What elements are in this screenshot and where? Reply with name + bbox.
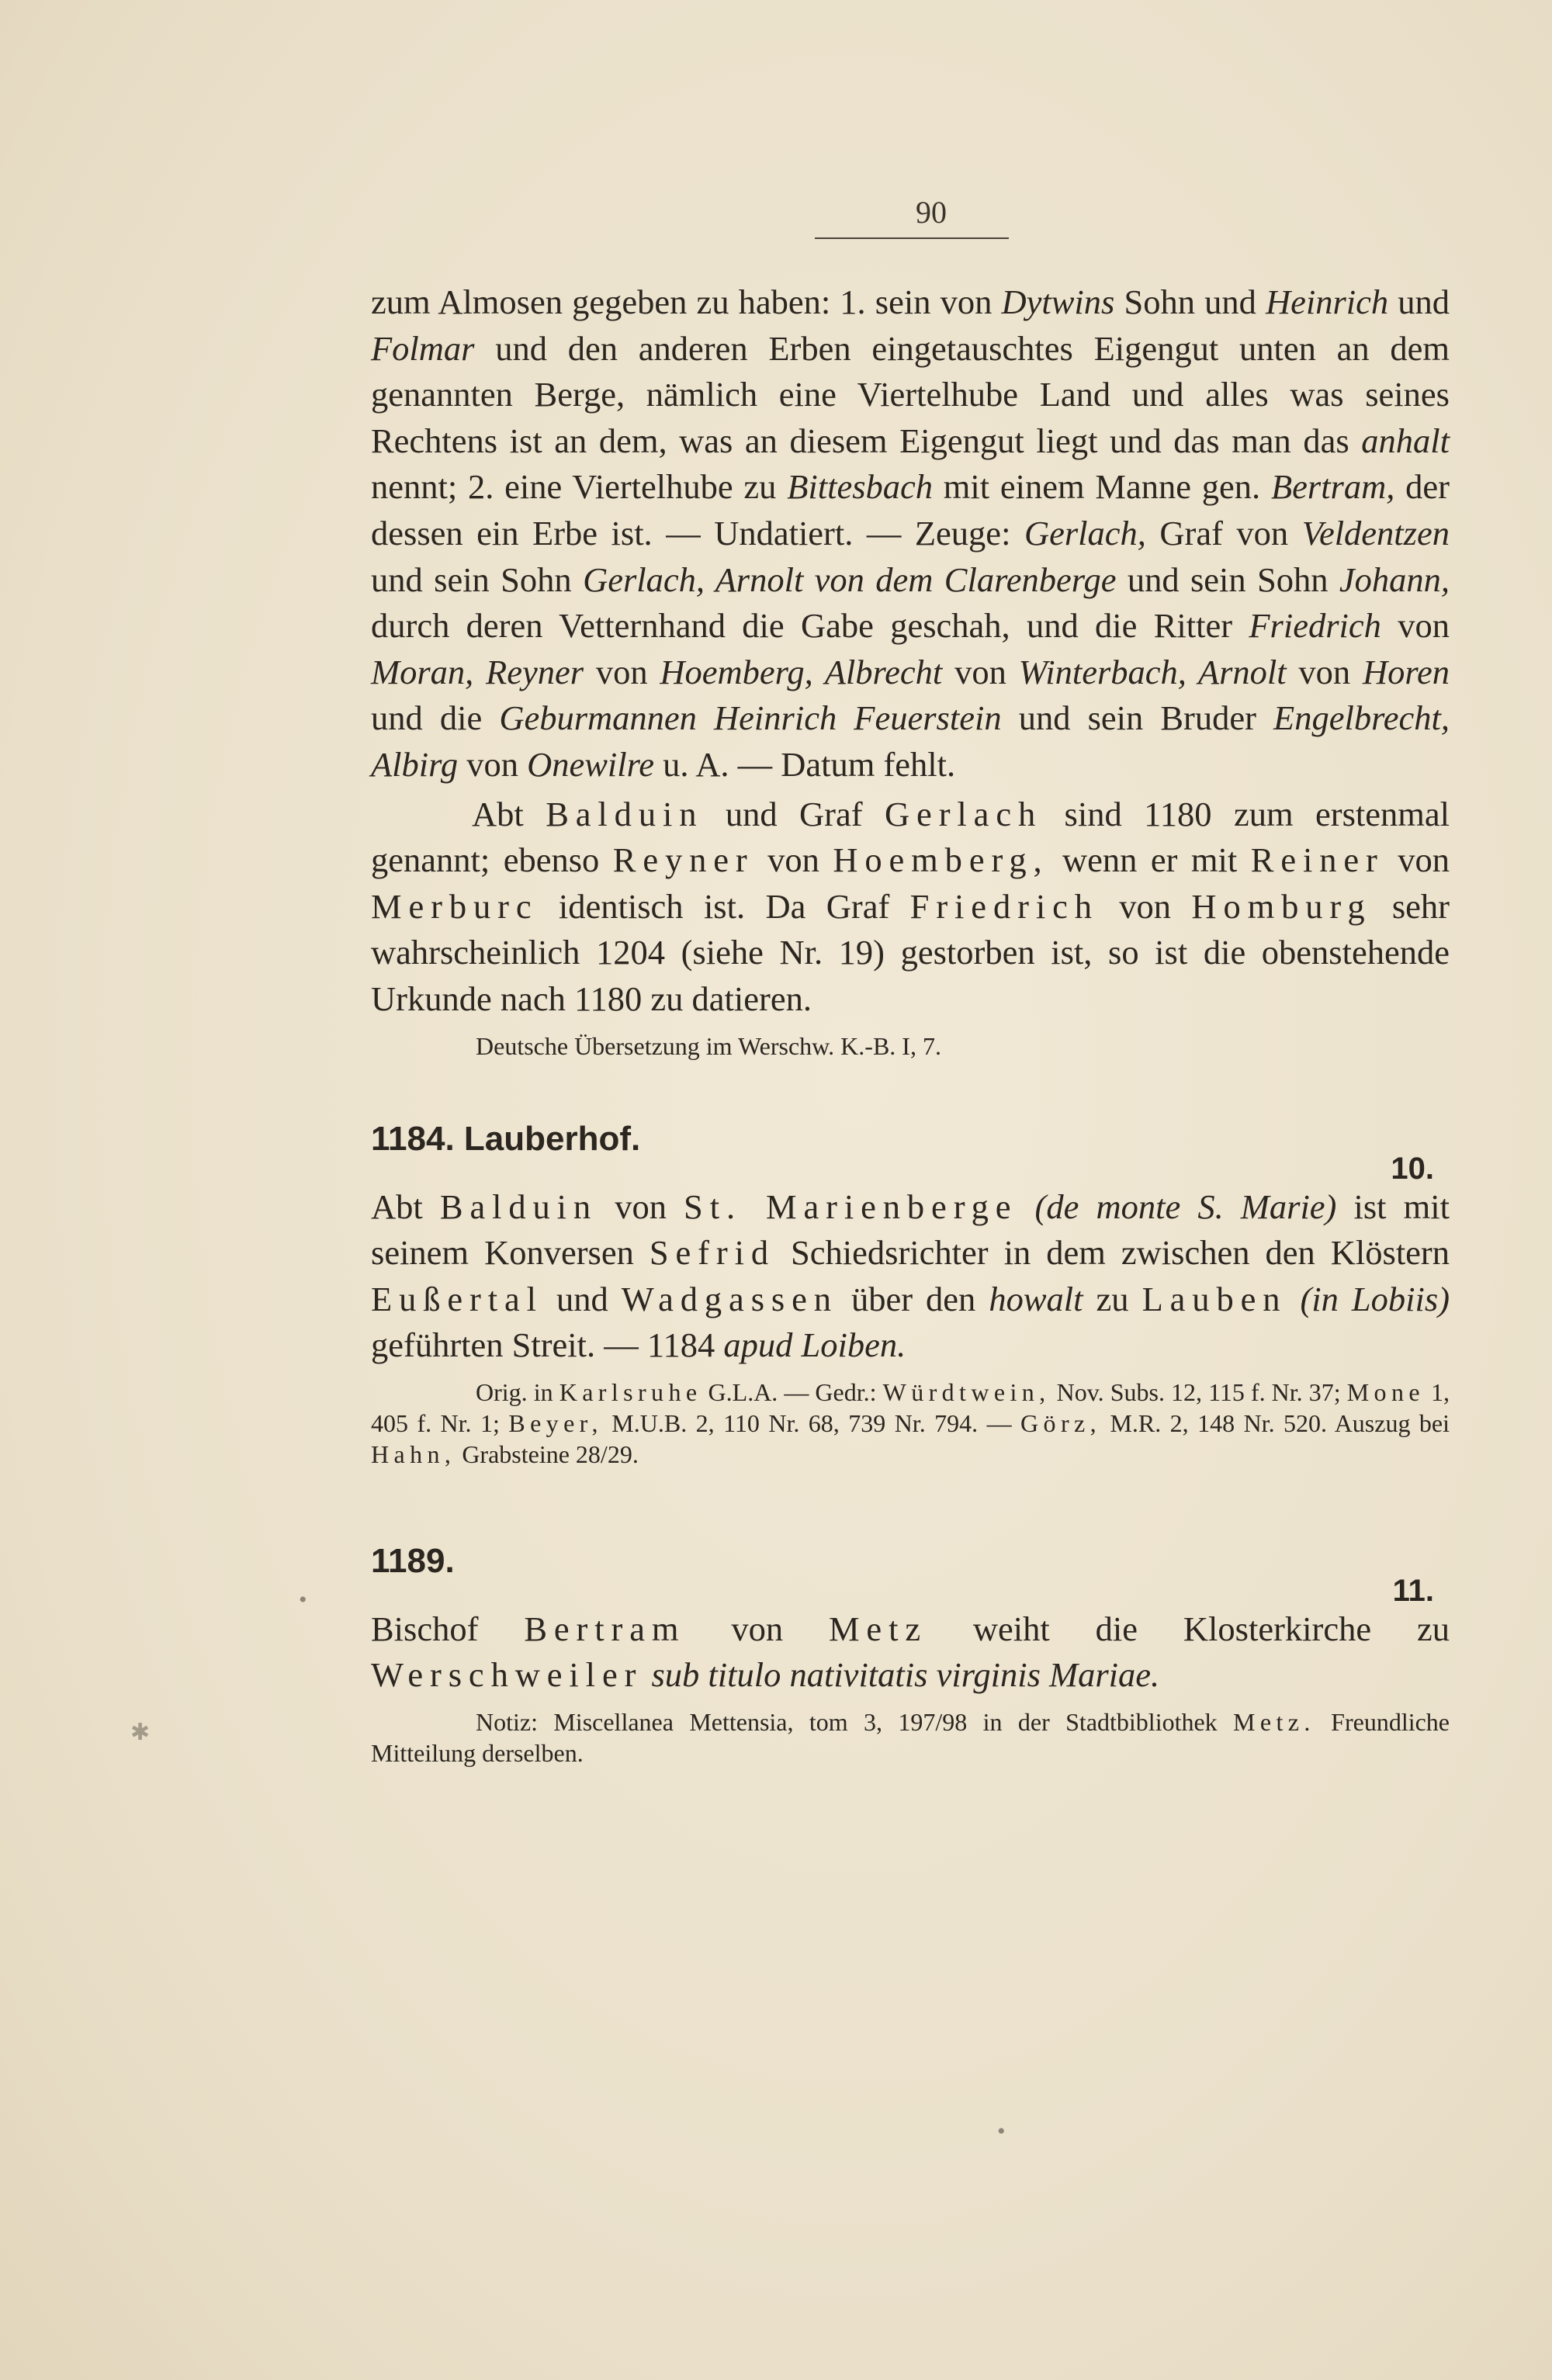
italic-name: Gerlach,: [1024, 513, 1146, 553]
italic-name: anhalt: [1361, 421, 1450, 460]
spaced-name: Karlsruhe: [559, 1377, 702, 1406]
entry-heading: 1184. Lauberhof.: [371, 1119, 641, 1158]
entry-number: 11.: [1392, 1573, 1434, 1608]
spaced-name: Homburg: [1191, 886, 1372, 926]
italic-name: Bertram,: [1270, 467, 1395, 507]
paper-stain: ✱: [130, 1720, 151, 1745]
translation-note: Deutsche Übersetzung im Werschw. K.-B. I, 7.: [476, 1031, 941, 1060]
spaced-name: Hahn,: [371, 1439, 456, 1468]
italic-name: Folmar: [371, 328, 475, 368]
spaced-name: Metz: [828, 1609, 928, 1648]
spaced-name: St. Marienberge: [684, 1187, 1018, 1226]
paper-speck: •: [299, 1587, 307, 1613]
italic-name: Friedrich: [1249, 606, 1381, 646]
header-rule: [815, 237, 1009, 239]
italic-name: Veldentzen: [1301, 513, 1450, 553]
page-content: [371, 279, 1450, 1769]
spaced-name: Balduin: [439, 1187, 598, 1226]
spaced-name: Reiner: [1250, 840, 1384, 880]
spaced-name: Würdtwein,: [882, 1377, 1051, 1406]
italic-name: Dytwins: [1001, 282, 1115, 321]
spaced-name: Eußertal: [371, 1279, 543, 1318]
italic-name: Gerlach, Arnolt von dem Clarenberge: [583, 559, 1117, 599]
italic-name: Engelbrecht, Albirg: [371, 698, 1450, 784]
spaced-name: Bertram: [524, 1609, 686, 1648]
entry-number: 10.: [1391, 1151, 1434, 1186]
entry-source-note: Orig. in Karlsruhe G.L.A. — Gedr.: Würdtwein, Nov. Subs. 12, 115 f. Nr. 37; Mone 1, 405 f. Nr. 1; Beyer, M.U.B. 2, 110 Nr. 68, 739 Nr. 794. — Görz, M.R. 2, 148 Nr. 520. Auszug bei Hahn, Grabsteine 28/29.: [371, 1377, 1450, 1468]
italic-name: Heinrich: [1265, 282, 1389, 321]
entry-text: Abt Balduin von St. Marienberge (de monte S. Marie) ist mit seinem Konversen Sefrid Schiedsrichter in dem zwischen den Klöstern Eußertal und Wadgassen über den howalt zu Lauben (in Lobiis) geführten Streit. — 1184 apud Loiben.: [371, 1187, 1450, 1365]
commentary-paragraph: Abt Balduin und Graf Gerlach sind 1180 zum erstenmal genannt; ebenso Reyner von Hoemberg, wenn er mit Reiner von Merburc identisch ist. Da Graf Friedrich von Homburg sehr wahrscheinlich 1204 (siehe Nr. 19) gestorben ist, so ist die obenstehende Urkunde nach 1180 zu datieren.: [371, 794, 1450, 1018]
entry-10: [371, 1117, 1450, 1470]
italic-name: Horen: [1362, 652, 1450, 691]
spaced-name: Werschweiler: [371, 1655, 643, 1695]
spaced-name: Sefrid: [649, 1233, 776, 1273]
spaced-name: Merburc: [371, 886, 539, 926]
spaced-name: Metz.: [1233, 1708, 1315, 1737]
entry-text: Bischof Bertram von Metz weiht die Klosterkirche zu Werschweiler sub titulo nativitatis virginis Mariae.: [371, 1609, 1450, 1695]
italic-name: apud Loiben.: [723, 1325, 906, 1365]
italic-name: Bittesbach: [787, 467, 934, 507]
entry-heading: 1189.: [371, 1541, 455, 1580]
entry-source-note: Notiz: Miscellanea Mettensia, tom 3, 197/98 in der Stadtbibliothek Metz. Freundliche Mitteilung derselben.: [371, 1708, 1450, 1768]
italic-name: (in Lobiis): [1300, 1279, 1450, 1318]
intro-paragraph: zum Almosen gegeben zu haben: 1. sein von Dytwins Sohn und Heinrich und Folmar und den anderen Erben eingetauschtes Eigengut unten an dem genannten Berge, nämlich eine Viertelhube Land und alles was seines Rechtens ist an dem, was an diesem Eigengut liegt und das man das anhalt nennt; 2. eine Viertelhube zu Bittesbach mit einem Manne gen. Bertram, der dessen ein Erbe ist. — Undatiert. — Zeuge: Gerlach, Graf von Veldentzen und sein Sohn Gerlach, Arnolt von dem Clarenberge und sein Sohn Johann, durch deren Vetternhand die Gabe geschah, und die Ritter Friedrich von Moran, Reyner von Hoemberg, Albrecht von Winterbach, Arnolt von Horen und die Geburmannen Heinrich Feuerstein und sein Bruder Engelbrecht, Albirg von Onewilre u. A. — Datum fehlt.: [371, 282, 1450, 784]
italic-name: Moran, Reyner: [371, 652, 584, 691]
spaced-name: Lauben: [1141, 1279, 1287, 1318]
spaced-name: Hoemberg,: [833, 840, 1049, 880]
spaced-name: Mone: [1346, 1377, 1425, 1406]
italic-name: sub titulo nativitatis virginis Mariae.: [651, 1655, 1160, 1695]
spaced-name: Friedrich: [909, 886, 1099, 926]
spaced-name: Balduin: [546, 794, 704, 833]
italic-name: Geburmannen Heinrich Feuerstein: [499, 698, 1002, 738]
entry-11: [371, 1540, 1450, 1769]
italic-name: Winterbach, Arnolt: [1018, 652, 1287, 691]
paper-speck: •: [997, 2118, 1006, 2144]
spaced-name: Beyer,: [508, 1408, 603, 1437]
spaced-name: Gerlach: [885, 794, 1043, 833]
italic-name: Hoemberg, Albrecht: [660, 652, 943, 691]
italic-name: howalt: [989, 1279, 1083, 1318]
page-number: 90: [916, 195, 947, 230]
spaced-name: Reyner: [612, 840, 754, 880]
italic-name: Onewilre: [527, 744, 655, 784]
italic-name: (de monte S. Marie): [1034, 1187, 1337, 1226]
spaced-name: Görz,: [1020, 1408, 1101, 1437]
italic-name: Johann,: [1339, 559, 1450, 599]
spaced-name: Wadgassen: [621, 1279, 838, 1318]
